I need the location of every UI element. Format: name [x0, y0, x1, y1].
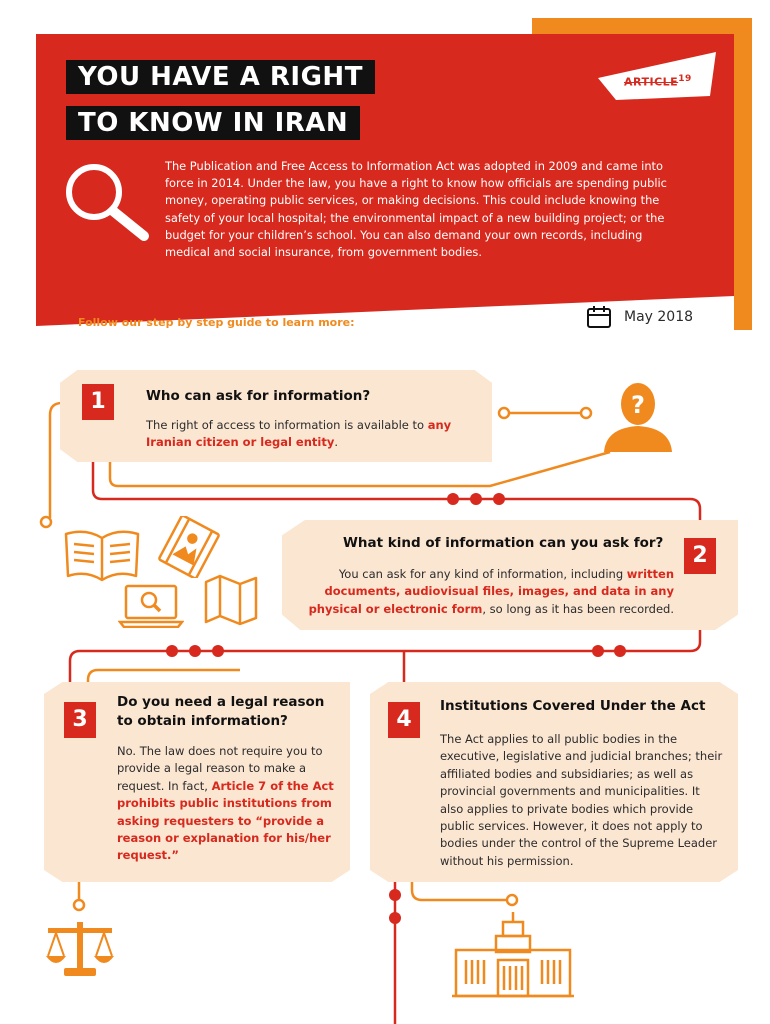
step-1-heading: Who can ask for information? — [146, 388, 371, 404]
follow-guide-text: Follow our step by step guide to learn more: — [78, 316, 355, 329]
step-2-text: You can ask for any kind of information, including written documents, audiovisual files, images, and data in any physical or electronic form, so long as it has been recorded. — [308, 567, 674, 616]
step-2-heading: What kind of information can you ask for? — [343, 535, 664, 551]
person-question-icon — [600, 380, 676, 452]
government-building-icon — [452, 912, 574, 998]
map-icon — [202, 570, 260, 628]
page-title-line1: YOU HAVE A RIGHT — [66, 60, 375, 94]
intro-paragraph: The Publication and Free Access to Information Act was adopted in 2009 and came into force in 2014. Under the law, you have a right to know how officials are spending public money, operating public services, or making decisions. This could include knowing the safety of your local hospital; the environmental impact of a new building project; or the budget for your children’s school. You can also demand your own records, including medical and social insurance, from government bodies. — [165, 159, 667, 260]
step-2-number: 2 — [684, 538, 716, 574]
search-icon — [60, 158, 152, 242]
step-4-heading: Institutions Covered Under the Act — [440, 698, 706, 714]
step-3-number: 3 — [64, 702, 96, 738]
film-image-icon — [158, 516, 220, 578]
step-3-heading-line1: Do you need a legal reason — [117, 694, 325, 710]
page-title-line2: TO KNOW IN IRAN — [66, 106, 360, 140]
svg-text:?: ? — [631, 391, 645, 419]
article19-logo: ARTICLE$^{19}$ — [624, 74, 692, 89]
step-4-number: 4 — [388, 702, 420, 738]
step-3-text: No. The law does not require you to provide a legal reason to make a request. In fact, Article 7 of the Act prohibits public institutions from asking requesters to “provide a reason or explanation for his/her request.” — [117, 744, 334, 863]
scales-icon — [42, 914, 118, 978]
calendar-icon — [586, 305, 612, 329]
open-book-icon — [62, 524, 142, 584]
step-1-number: 1 — [82, 384, 114, 420]
step-1-text: The right of access to information is available to any Iranian citizen or legal entity. — [146, 418, 452, 450]
publication-date: May 2018 — [624, 309, 694, 325]
step-4-text: The Act applies to all public bodies in the executive, legislative and judicial branches; their affiliated bodies and subsidiaries; as well as provincial governments and municipalities. It also applies to private bodies which provide public services. However, it does not apply to bodies under the control of the Supreme Leader without his permission. — [440, 732, 723, 868]
laptop-search-icon — [118, 584, 184, 628]
step-3-heading-line2: to obtain information? — [117, 713, 288, 729]
